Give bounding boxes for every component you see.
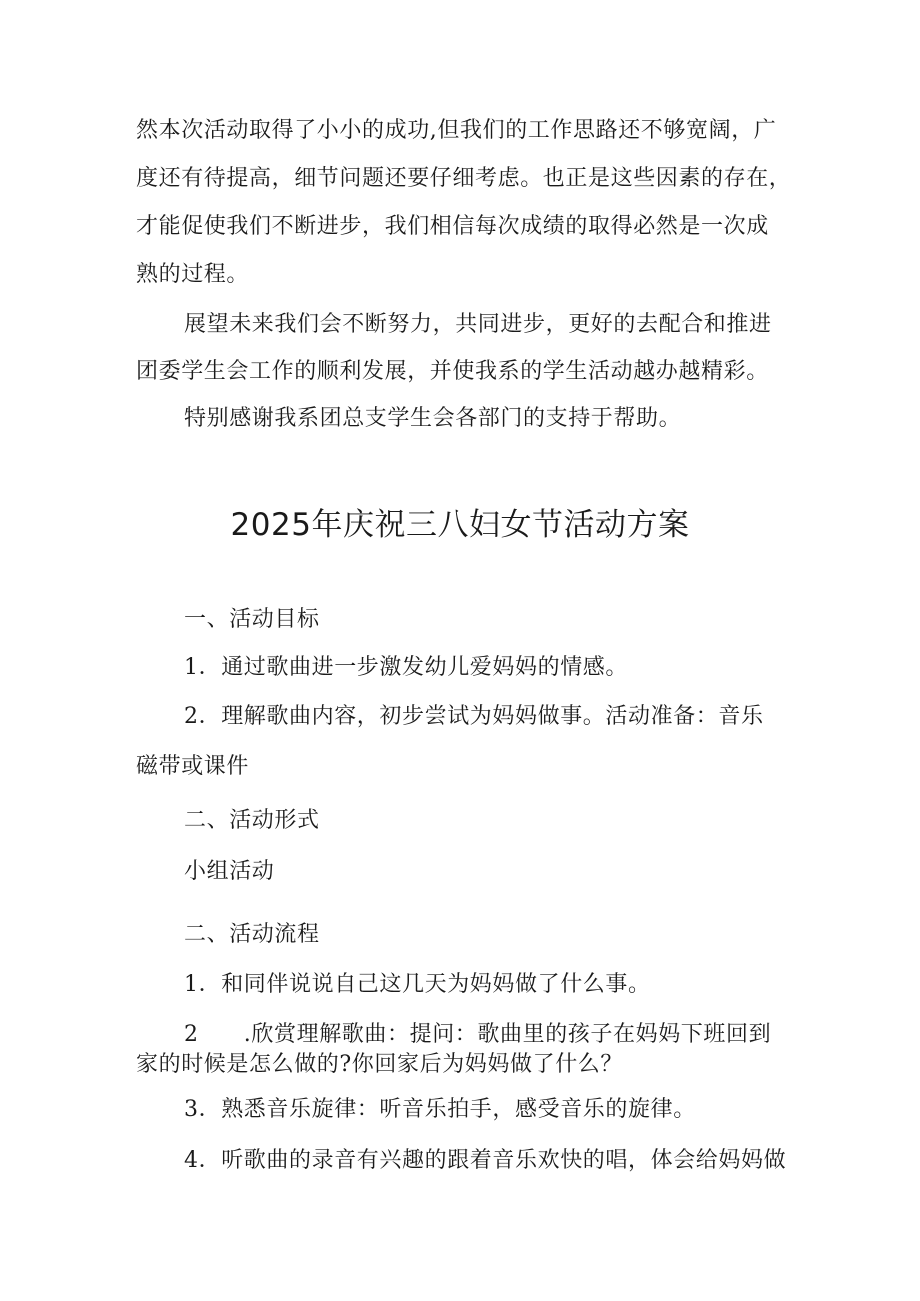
step-item-4: 4．听歌曲的录音有兴趣的跟着音乐欢快的唱，体会给妈妈做	[184, 1148, 787, 1173]
goal-item-1: 1．通过歌曲进一步激发幼儿爱妈妈的情感。	[184, 655, 628, 680]
text-line: 磁带或课件	[136, 754, 250, 779]
step-item-3: 3．熟悉音乐旋律：听音乐拍手，感受音乐的旋律。	[184, 1097, 696, 1122]
section-heading-form: 二、活动形式	[184, 808, 320, 833]
text-line: 2 .欣赏理解歌曲：提问：歌曲里的孩子在妈妈下班回到	[184, 1022, 772, 1047]
text-line: 家的时候是怎么做的?你回家后为妈妈做了什么？	[136, 1052, 623, 1077]
text-line: 展望未来我们会不断努力，共同进步，更好的去配合和推进	[184, 312, 772, 337]
step-item-1: 1．和同伴说说自己这几天为妈妈做了什么事。	[184, 972, 651, 997]
section-heading-goals: 一、活动目标	[184, 607, 320, 632]
text-line: 度还有待提高，细节问题还要仔细考虑。也正是这些因素的存在，	[136, 166, 792, 191]
text-line: 然本次活动取得了小小的成功,但我们的工作思路还不够宽阔，广	[136, 118, 777, 143]
text-line: 2．理解歌曲内容，初步尝试为妈妈做事。活动准备：音乐	[184, 704, 764, 729]
form-text: 小组活动	[184, 859, 275, 884]
text-line: 熟的过程。	[136, 262, 250, 287]
text-line: 才能促使我们不断进步，我们相信每次成绩的取得必然是一次成	[136, 214, 769, 239]
section-heading-process: 二、活动流程	[184, 922, 320, 947]
intro-paragraph-3: 特别感谢我系团总支学生会各部门的支持于帮助。	[184, 406, 682, 431]
page-title: 2025年庆祝三八妇女节活动方案	[230, 507, 690, 543]
text-line: 团委学生会工作的顺利发展，并使我系的学生活动越办越精彩。	[136, 359, 769, 384]
